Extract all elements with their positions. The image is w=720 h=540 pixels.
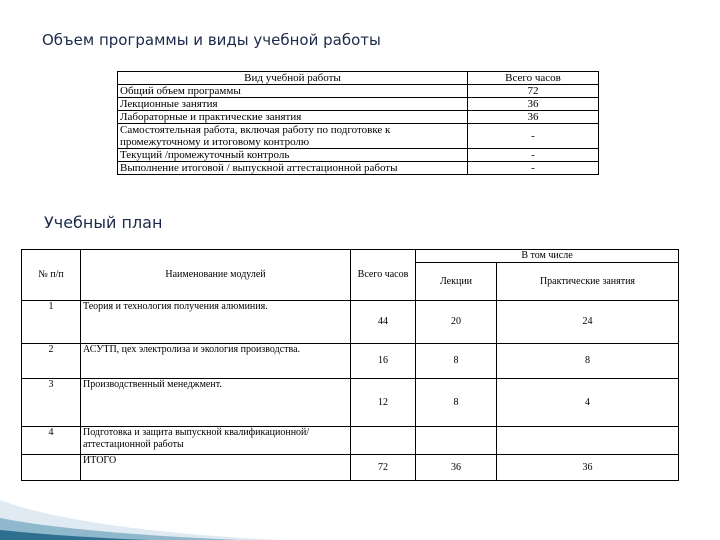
row-practice: 4 bbox=[497, 379, 679, 427]
row-label: Лабораторные и практические занятия bbox=[118, 111, 468, 124]
header-work-type: Вид учебной работы bbox=[118, 72, 468, 85]
row-label: Текущий /промежуточный контроль bbox=[118, 149, 468, 162]
row-lectures bbox=[416, 427, 497, 455]
plan-title: Учебный план bbox=[44, 213, 163, 232]
row-num: 2 bbox=[22, 344, 81, 379]
row-label: Выполнение итоговой / выпускной аттестационной работы bbox=[118, 162, 468, 175]
table-row bbox=[22, 301, 679, 344]
total-practice: 36 bbox=[497, 455, 679, 481]
table-row bbox=[118, 149, 599, 162]
table-row bbox=[118, 85, 599, 98]
row-value: - bbox=[468, 124, 599, 149]
table-row bbox=[118, 124, 599, 149]
total-lectures: 36 bbox=[416, 455, 497, 481]
row-module: Производственный менеджмент. bbox=[81, 379, 351, 427]
table-row bbox=[118, 98, 599, 111]
table-header-row bbox=[22, 250, 679, 263]
row-num: 3 bbox=[22, 379, 81, 427]
row-total: 12 bbox=[351, 379, 416, 427]
row-practice: 8 bbox=[497, 344, 679, 379]
table-row bbox=[22, 344, 679, 379]
row-lectures: 20 bbox=[416, 301, 497, 344]
table-row bbox=[118, 162, 599, 175]
decorative-swoosh bbox=[0, 440, 280, 540]
total-hours: 72 bbox=[351, 455, 416, 481]
header-practice: Практические занятия bbox=[497, 263, 679, 301]
row-value: 36 bbox=[468, 98, 599, 111]
header-including: В том числе bbox=[416, 250, 679, 263]
row-lectures: 8 bbox=[416, 344, 497, 379]
total-label: ИТОГО bbox=[81, 455, 351, 481]
table-row bbox=[118, 111, 599, 124]
table-header-row bbox=[118, 72, 599, 85]
row-practice: 24 bbox=[497, 301, 679, 344]
row-num: 4 bbox=[22, 427, 81, 455]
row-total: 44 bbox=[351, 301, 416, 344]
row-module: Подготовка и защита выпускной квалификационной/ аттестационной работы bbox=[81, 427, 351, 455]
row-label: Лекционные занятия bbox=[118, 98, 468, 111]
header-num: № п/п bbox=[22, 250, 81, 301]
row-module: Теория и технология получения алюминия. bbox=[81, 301, 351, 344]
row-value: 36 bbox=[468, 111, 599, 124]
row-total bbox=[351, 427, 416, 455]
header-total: Всего часов bbox=[351, 250, 416, 301]
row-value: 72 bbox=[468, 85, 599, 98]
header-total-hours: Всего часов bbox=[468, 72, 599, 85]
row-practice bbox=[497, 427, 679, 455]
row-num: 1 bbox=[22, 301, 81, 344]
header-lectures: Лекции bbox=[416, 263, 497, 301]
row-label: Общий объем программы bbox=[118, 85, 468, 98]
row-lectures: 8 bbox=[416, 379, 497, 427]
table-row bbox=[22, 379, 679, 427]
row-module: АСУТП, цех электролиза и экология производства. bbox=[81, 344, 351, 379]
row-label: Самостоятельная работа, включая работу по подготовке к промежуточному и итоговому контролю bbox=[118, 124, 468, 149]
row-value: - bbox=[468, 149, 599, 162]
row-value: - bbox=[468, 162, 599, 175]
work-types-table bbox=[117, 71, 599, 175]
header-module: Наименование модулей bbox=[81, 250, 351, 301]
row-total: 16 bbox=[351, 344, 416, 379]
page-title: Объем программы и виды учебной работы bbox=[42, 31, 381, 49]
